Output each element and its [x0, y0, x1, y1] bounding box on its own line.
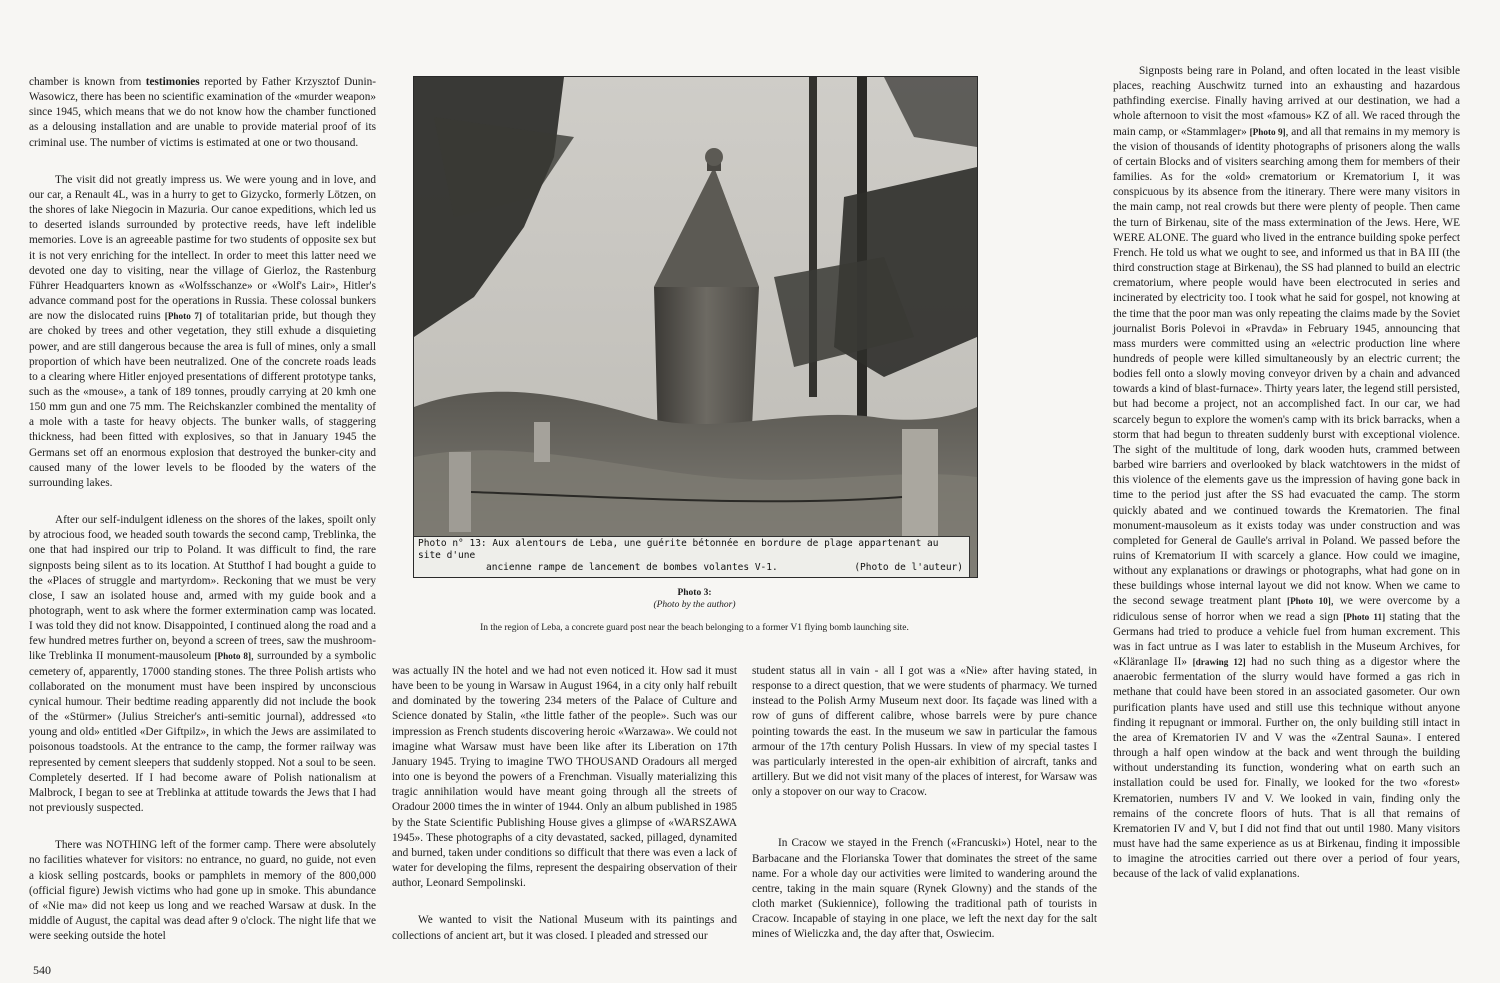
text-run: Signposts being rare in Poland, and often located in the least visible places, reaching Auschwitz turned into an exhausting and hazardous pathfinding exercise. Finally having arrived at our destination, we had a whole afternoon to visit the most «famous» KZ of all. We raced through the main camp, or «Stammlager» [1113, 65, 1460, 138]
text-column-2 [392, 664, 737, 944]
photo-reference: [Photo 10] [1287, 596, 1331, 607]
paragraph [29, 75, 376, 151]
paragraph [29, 513, 376, 816]
text-run: The visit did not greatly impress us. We were young and in love, and our car, a Renault 4L, was in a hurry to get to Gizycko, formerly Lötzen, on the shores of lake Niegocin in Mazuria. Our canoe expeditions, which led us to deserted islands surrounded by protective reeds, have left indelible memories. Love is an agreeable pastime for two students of opposite sex but it is not very enriching for the intellect. In order to meet this latter need we devoted one day to visiting, near the village of Gierloz, the Rastenburg Führer Headquarters known as «Wolfsschanze» or «Wolf's Lair», Hitler's advance command post for the operations in Russia. These colossal bunkers are now the dislocated ruins [29, 173, 376, 323]
paragraph: There was NOTHING left of the former camp. There were absolutely no facilities whatever for visitors: no entrance, no guard, no guide, not even a kiosk selling postcards, books or pamphlets in memory of the 800,000 (official figure) Jewish victims who had gone up in smoke. This abundance of «Nie ma» did not keep us long and we reached Warsaw at dusk. In the middle of August, the capital was dead after 9 o'clock. The night life that we were seeking outside the hotel [29, 839, 376, 943]
photo-credit: (Photo by the author) [653, 600, 736, 610]
photo-reference: [Photo 11] [1343, 611, 1386, 622]
paragraph: student status all in vain - all I got was a «Nie» after having stated, in response to a direct question, that we were students of pharmacy. We turned instead to the Polish Army Museum next door. Its façade was lined with a row of guns of different calibre, whose barrels were by pure chance pointing towards the east. In the museum we saw in particular the famous armour of the 17th century Polish Hussars. In view of my special tastes I was particularly interested in the open-air exhibition of aircraft, tanks and artillery. But we did not visit many of the places of interest, for Warsaw was only a stopover on our way to Cracow. [752, 665, 1097, 799]
caption-credit: (Photo de l'auteur) [854, 562, 963, 573]
page-number: 540 [33, 963, 51, 977]
caption-line: ancienne rampe de lancement de bombes volantes V-1. [486, 562, 778, 573]
text-column-1 [29, 75, 376, 944]
paragraph: We wanted to visit the National Museum with its paintings and collections of ancient art, but it was closed. I pleaded and stressed our [392, 914, 737, 942]
text-run: of totalitarian pride, but though they are choked by trees and other vegetation, they still exhude a disquieting power, and are still dangerous because the area is full of mines, only a small proportion of which have been neutralized. One of the concrete roads leads to a clearing where Hitler enjoyed presentations of different prototype tanks, such as the «mouse», a tank of 189 tonnes, proudly carrying at 20 kmh one 150 mm gun and one 75 mm. The Reichskanzler combined the mentality of a mole with a taste for heavy objects. The bunker walls, of staggering thickness, had been fitted with explosives, so that in January 1945 the Germans set off an enormous explosion that destroyed the bunker-city and caused many of the lower levels to be flooded by the waters of the surrounding lakes. [29, 310, 377, 489]
text-column-4 [1113, 64, 1460, 882]
photo-reference: [Photo 8] [214, 651, 252, 662]
caption-line: Photo n° 13: Aux alentours de Leba, une guérite bétonnée en bordure de plage appartenant au site d'une [418, 538, 939, 561]
photo-caption-french [414, 536, 970, 577]
text-run: , surrounded by a symbolic cemetery of, apparently, 17000 standing stones. The three Polish artists who collaborated on the monument must have been inspired by unconscious cynical humour. Their bedtime reading apparently did not include the book of the «Stürmer» (Julius Streicher's anti-semitic journal), addressed «to young and old» entitled «Der Giftpilz», in which the Jews are assimilated to poisonous toadstools. At the entrance to the camp, the former railway was represented by cement sleepers that suddenly stopped. Not a soul to be seen. Completely deserted. If I had become aware of Polish nationalism at Malbrock, I began to see at Treblinka at attitude towards the Jews that I had not previously suspected. [29, 650, 376, 815]
drawing-reference: [drawing 12] [1192, 657, 1246, 668]
text-run: reported by Father Krzysztof Dunin-Wasowicz, there has been no scientific examination of the «murder weapon» since 1945, which means that we do not know how the chamber functioned as a delousing installation and are unable to provide material proof of its criminal use. The number of victims is estimated at one or two thousand. [29, 76, 376, 149]
bold-term: testimonies [145, 76, 200, 88]
paragraph [29, 173, 376, 491]
paragraph: was actually IN the hotel and we had not even noticed it. How sad it must have been to be young in Warsaw in August 1964, in a city only half rebuilt and dominated by the towering 234 meters of the Palace of Culture and Science donated by Stalin, «the little father of the people». Such was our impression as French students discovering heroic «Warzawa». We could not imagine what Warsaw must have been like after its Liberation on 17th January 1945. Trying to imagine TWO THOUSAND Oradours all merged into one is beyond the powers of a Frenchman. Visually materializing this tragic annihilation would have meant going through all the streets of Oradour 2000 times the in winter of 1944. Only an album published in 1985 by the State Scientific Publishing House gives a glimpse of «WARSZAWA 1945». These photographs of a city devastated, sacked, pillaged, dynamited and burned, taken under conditions so difficult that there was even a lack of water for developing the films, represent the despairing observation of their author, Leonard Sempolinski. [392, 665, 737, 890]
text-run: stating that the Germans had tried to produce a vehicle fuel from human excrement. This was in fact untrue as I was later to establish in the Museum Archives, for «Kläranlage II» [1113, 610, 1460, 669]
paragraph [1113, 64, 1460, 882]
photo-reference: [Photo 9] [1249, 126, 1286, 137]
text-run: , we were overcome by a ridiculous sense of horror when we read a sign [1113, 595, 1460, 623]
text-run: had no such thing as a digestor where the anaerobic fermentation of the slurry would have formed a gas rich in methane that could have been stored in an associated gasometer. Our own purification plants have used and still use this technique without anyone finding it repugnant or immoral. Further on, the only building still intact in the area of Krematorien IV and V was the «Zentral Sauna». I entered through a half open window at the back and went through the building without understanding its function, wondering what on earth such an installation could be used for. Finally, we looked for the two «forest» Krematorien, numbers IV and V. We looked in vain, finding only the remains of the concrete floors of huts. That is all that remains of Krematorien IV and V, but I did not find that out until 1980. Many visitors must have had the same experience as us at Birkenau, finding it impossible to imagine the atrocities carried out there over a period of four years, because of the lack of valid explanations. [1113, 656, 1460, 881]
photo-caption: In the region of Leba, a concrete guard post near the beach belonging to a former V1 flying bomb launching site. [480, 623, 909, 633]
paragraph: In Cracow we stayed in the French («Francuski») Hotel, near to the Barbacane and the Florianska Tower that dominates the street of the same name. For a whole day our activities were limited to wandering around the centre, taking in the main square (Rynek Glowny) and the stands of the cloth market (Sukiennice), following the traditional path of tourists in Cracow. Incapable of staying in one place, we left the next day for the salt mines of Wieliczka and, the day after that, Oswiecim. [752, 837, 1097, 941]
text-run: , and all that remains in my memory is the vision of thousands of identity photographs of prisoners along the walls of certain Blocks and of visiters searching among them for members of their families. As for the «old» crematorium or Krematorium I, it was conspicuous by its absence from the itinerary. There were many visitors in the main camp, not real crowds but there were plenty of people. Then came the turn of Birkenau, site of the mass extermination of the Jews. Here, WE WERE ALONE. The guard who lived in the entrance building spoke perfect French. He told us what we ought to see, and informed us that in BA III (the third construction stage at Birkenau), the SS had planned to build an electric crematorium, where people would have been electrocuted in series and incinerated by electricity too. I took what he said for gospel, not knowing at the time that the poor man was only repeating the claims made by the Soviet journalist Boris Polevoi in «Pravda» in February 1945, announcing that mass murders were committed using an «electric production line where hundreds of people were killed simultaneously by an electric current; the bodies fell onto a slowly moving conveyor driven by a chain and advanced towards a kind of blast-furnace». Thirty years later, the legend still persisted, but had become a project, not an accomplished fact. In our car, we had scarcely begun to explore the women's camp with its brick barracks, when a storm that had begun to threaten suddenly burst with exceptional violence. The sight of the multitude of long, dark wooden huts, crammed between barbed wire barriers and overlooked by black watchtowers in the midst of this violence of the elements gave us the impression of having gone back in time to the period just after the SS had evacuated the camp. The storm quickly abated and we continued towards the Krematorien. The final monument-mausoleum as it exists today was under construction and was completed for General de Gaulle's arrival in Poland. We passed before the ruins of Krematorium II with scarcely a glance. How could we imagine, without any explanations or drawings or photographs, what had gone on in these buildings whose internal layout we did not know. When we came to the second sewage treatment plant [1113, 125, 1460, 608]
photo-label: Photo 3: [677, 588, 712, 598]
photo-reference: [Photo 7] [164, 311, 202, 322]
text-column-3 [752, 664, 1097, 943]
photo-3 [413, 76, 978, 578]
guard-post-photo [414, 77, 977, 577]
text-run: After our self-indulgent idleness on the shores of the lakes, spoilt only by atrocious food, we headed south towards the second camp, Treblinka, the one that had inspired our trip to Poland. It was difficult to find, the rare signposts being silent as to its location. At Stutthof I had bought a guide to the «Places of struggle and martyrdom». Reckoning that we must be very close, I saw an isolated house and, armed with my guide book and a photograph, went to ask where the former extermination camp was located. I was told they did not know. Disappointed, I continued along the road and a few hundred metres further on, beyond a screen of trees, saw the mushroom-like Treblinka II monument-mausoleum [29, 514, 376, 663]
text-run: chamber is known from [29, 76, 146, 88]
